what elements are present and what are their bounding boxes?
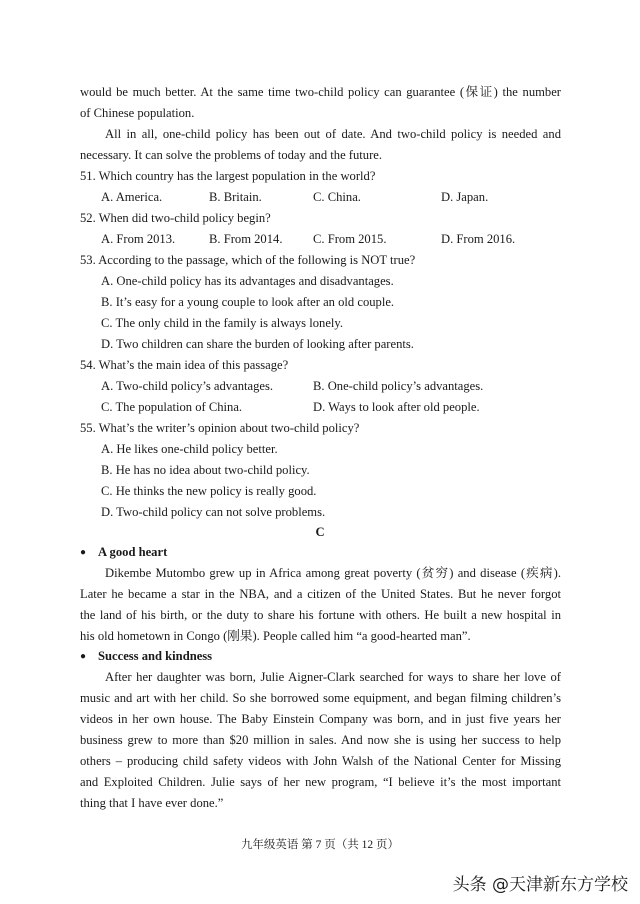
q51-option-a: A. America. (101, 190, 163, 204)
story2-line: After her daughter was born, Julie Aigner-Clark searched for ways to share her love of (105, 670, 561, 684)
question-52-stem: 52. When did two-child policy begin? (80, 211, 271, 225)
q55-option-b: B. He has no idea about two-child policy. (101, 463, 310, 477)
bullet-icon: ● (80, 651, 87, 662)
story1-line: the land of his birth, or the duty to share his fortune with others. He built a new hospital in (80, 608, 561, 622)
story1-heading: A good heart (98, 545, 168, 559)
passage-line: All in all, one-child policy has been out of date. And two-child policy is needed and (105, 127, 561, 141)
q52-option-a: A. From 2013. (101, 232, 176, 246)
bullet-icon: ● (80, 547, 87, 558)
q53-option-a: A. One-child policy has its advantages and disadvantages. (101, 274, 394, 288)
q53-option-b: B. It’s easy for a young couple to look after an old couple. (101, 295, 395, 309)
story2-line: and Exploited Children. Julie says of her new program, “I believe it’s the most important (80, 775, 561, 789)
q51-option-d: D. Japan. (441, 190, 489, 204)
story1-line: his old hometown in Congo (刚果). People called him “a good-hearted man”. (80, 629, 471, 643)
story2-line: thing that I have ever done.” (80, 796, 224, 810)
story1-line: Dikembe Mutombo grew up in Africa among great poverty (贫穷) and disease (疾病). (105, 566, 561, 580)
passage-line: necessary. It can solve the problems of today and the future. (80, 148, 383, 162)
question-51-stem: 51. Which country has the largest population in the world? (80, 169, 376, 183)
story2-line: business grew to more than $20 million in sales. And now she is using her success to help (80, 733, 561, 747)
q54-option-a: A. Two-child policy’s advantages. (101, 379, 274, 393)
q51-option-b: B. Britain. (209, 190, 262, 204)
story2-line: music and art with her child. So she borrowed some equipment, and began filming children’s (80, 691, 561, 705)
q52-option-c: C. From 2015. (313, 232, 387, 246)
story2-line: others – producing child safety videos with John Walsh of the National Center for Missing (80, 754, 561, 768)
story2-line: videos in her own house. The Baby Einstein Company was born, and in just five years her (80, 712, 561, 726)
story2-heading: Success and kindness (98, 649, 213, 663)
passage-line: would be much better. At the same time two-child policy can guarantee (保证) the number (80, 85, 561, 99)
q53-option-d: D. Two children can share the burden of looking after parents. (101, 337, 414, 351)
page-footer: 九年级英语 第 7 页（共 12 页） (240, 839, 400, 851)
q55-option-a: A. He likes one-child policy better. (101, 442, 278, 456)
story1-line: Later he became a star in the NBA, and a citizen of the United States. But he never forgot (80, 587, 561, 601)
q54-option-d: D. Ways to look after old people. (313, 400, 480, 414)
q52-option-d: D. From 2016. (441, 232, 516, 246)
q54-option-c: C. The population of China. (101, 400, 243, 414)
q55-option-d: D. Two-child policy can not solve problems. (101, 505, 326, 519)
q52-option-b: B. From 2014. (209, 232, 283, 246)
question-55-stem: 55. What’s the writer’s opinion about two-child policy? (80, 421, 360, 435)
passage-line: of Chinese population. (80, 106, 195, 120)
q53-option-c: C. The only child in the family is always lonely. (101, 316, 344, 330)
q55-option-c: C. He thinks the new policy is really good. (101, 484, 317, 498)
q51-option-c: C. China. (313, 190, 361, 204)
q54-option-b: B. One-child policy’s advantages. (313, 379, 484, 393)
question-53-stem: 53. According to the passage, which of the following is NOT true? (80, 253, 416, 267)
question-54-stem: 54. What’s the main idea of this passage? (80, 358, 289, 372)
section-c-label: C (315, 525, 325, 539)
watermark: 头条 @天津新东方学校 (452, 875, 628, 895)
